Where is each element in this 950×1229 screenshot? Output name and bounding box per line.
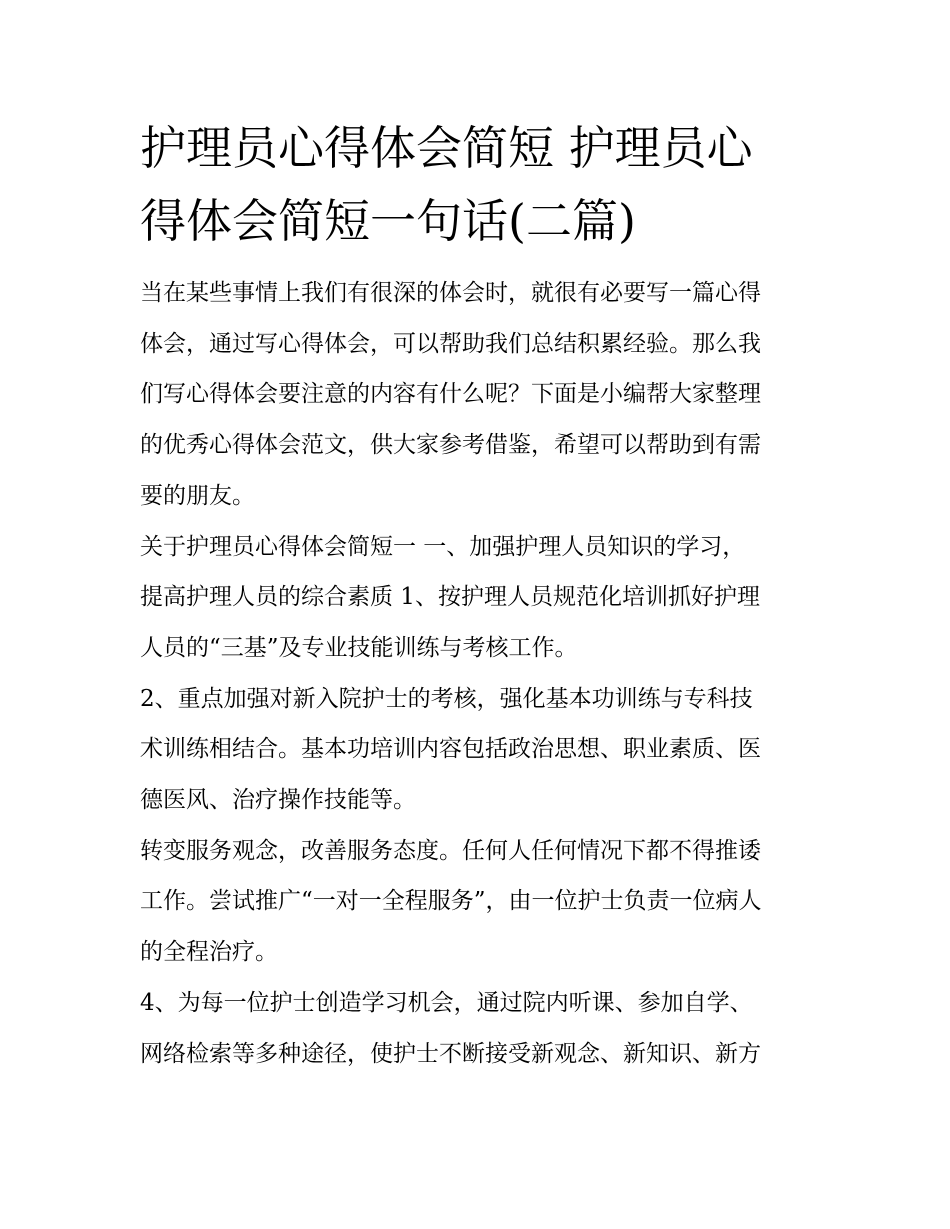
text-line: 提高护理人员的综合素质 1、按护理人员规范化培训抓好护理 — [140, 584, 760, 611]
title-line: 护理员心得体会简短 护理员心 — [140, 121, 753, 175]
text-line: 网络检索等多种途径，使护士不断接受新观念、新知识、新方 — [140, 1040, 761, 1067]
text-line: 关于护理员心得体会简短一 一、加强护理人员知识的学习， — [140, 533, 746, 560]
text-line: 的优秀心得体会范文，供大家参考借鉴，希望可以帮助到有需 — [140, 432, 761, 459]
paragraph-section-one — [140, 522, 812, 674]
text-line: 2、重点加强对新入院护士的考核，强化基本功训练与专科技 — [140, 685, 753, 712]
text-line: 们写心得体会要注意的内容有什么呢？下面是小编帮大家整理 — [140, 381, 761, 408]
text-line: 体会，通过写心得体会，可以帮助我们总结积累经验。那么我 — [140, 330, 761, 357]
text-line: 的全程治疗。 — [140, 939, 278, 966]
text-line: 当在某些事情上我们有很深的体会时，就很有必要写一篇心得 — [140, 280, 761, 306]
document-title — [140, 112, 812, 258]
paragraph-point-four — [140, 978, 812, 1079]
paragraph-point-two — [140, 674, 812, 826]
text-line: 要的朋友。 — [140, 482, 255, 509]
title-line: 得体会简短一句话(二篇) — [140, 194, 636, 248]
text-line: 工作。尝试推广“一对一全程服务”，由一位护士负责一位病人 — [140, 888, 762, 915]
text-line: 人员的“三基”及专业技能训练与考核工作。 — [140, 634, 578, 661]
text-line: 术训练相结合。基本功培训内容包括政治思想、职业素质、医 — [140, 736, 761, 763]
paragraph-intro — [140, 268, 812, 522]
document-body — [140, 112, 812, 1079]
text-line: 转变服务观念，改善服务态度。任何人任何情况下都不得推诿 — [140, 837, 761, 864]
text-line: 4、为每一位护士创造学习机会，通过院内听课、参加自学、 — [140, 989, 753, 1016]
paragraph-service-attitude — [140, 826, 812, 978]
text-line: 德医风、治疗操作技能等。 — [140, 787, 416, 814]
